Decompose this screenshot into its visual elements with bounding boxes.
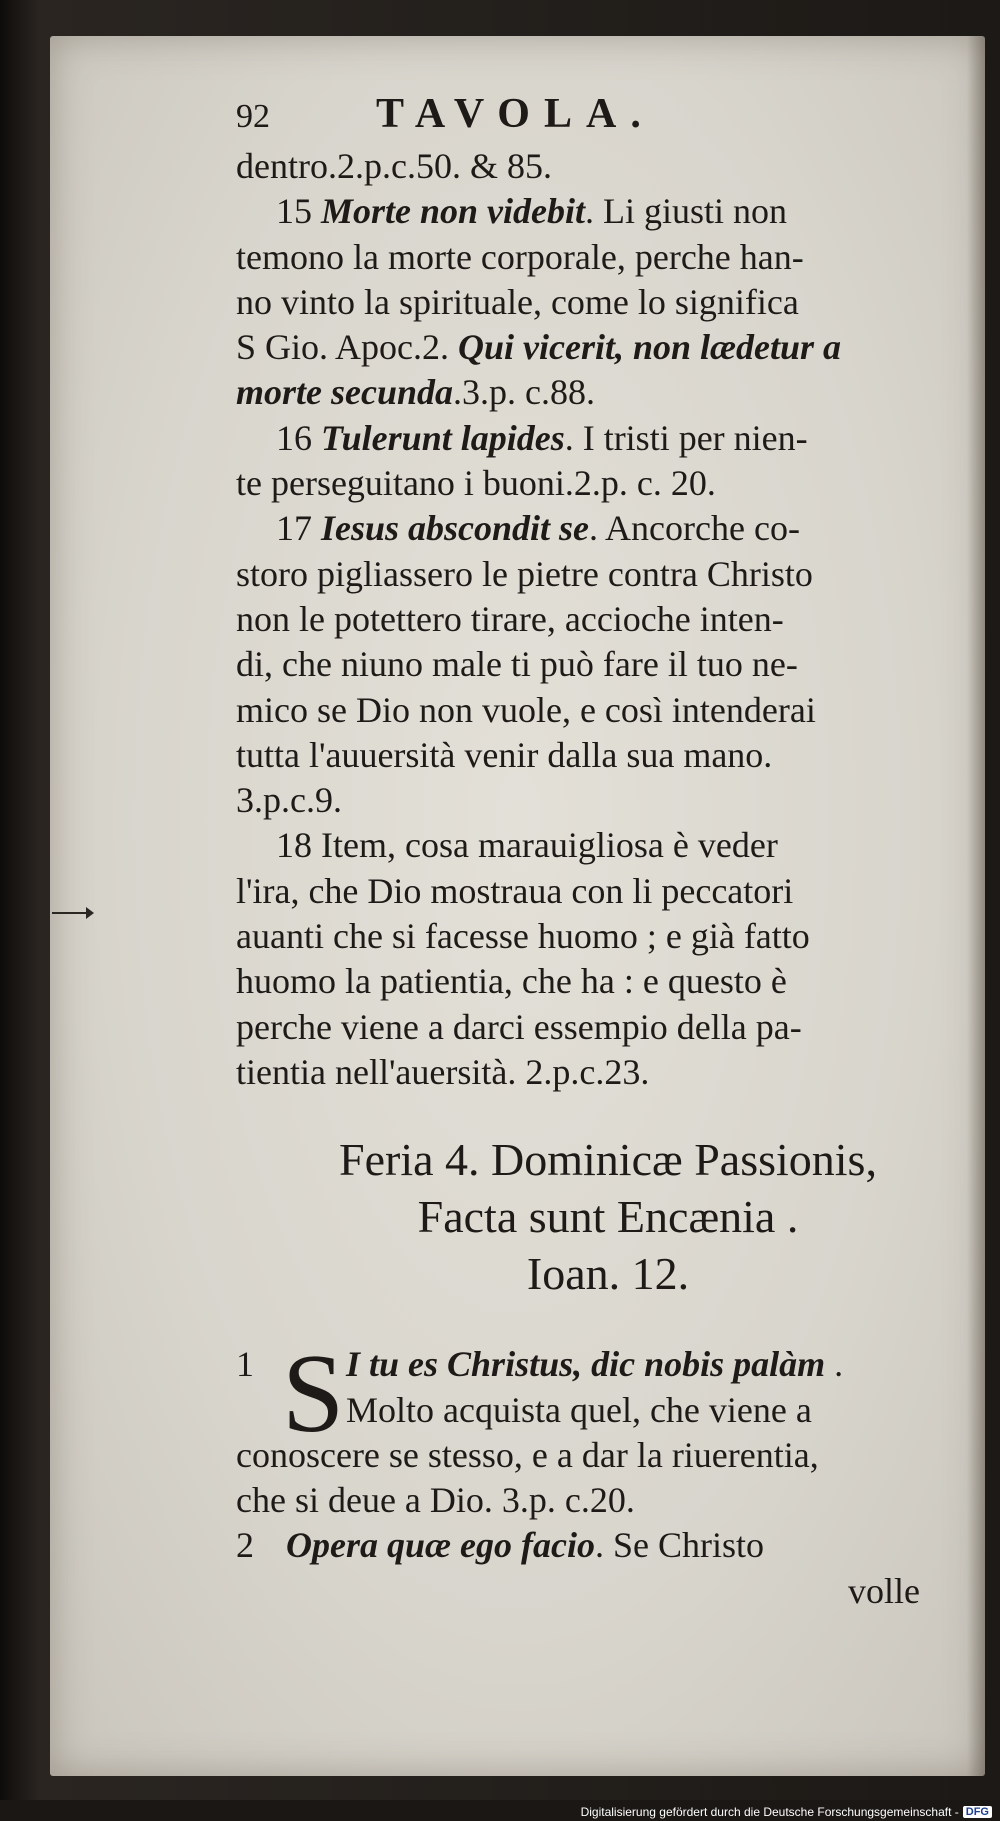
entry-number: 1 (236, 1344, 254, 1385)
entry-text: Item, cosa marauigliosa è veder (321, 825, 778, 866)
entry-number: 17 (276, 508, 321, 549)
entry-text: auanti che si facesse huomo ; e già fatto (236, 916, 810, 957)
entry-text-line: Molto acquista quel, che viene a (346, 1389, 812, 1430)
entry-text: 3.p.c.9. (236, 780, 342, 821)
credit-text: Digitalisierung gefördert durch die Deutsche Forschungsgemeinschaft - (580, 1805, 959, 1819)
text-line (236, 461, 980, 506)
section-entry-1 (236, 1332, 980, 1523)
entry-text: te perseguitano i buoni.2.p. c. 20. (236, 463, 716, 504)
entry-text-line: conoscere se stesso, e a dar la riuerentia, (236, 1434, 819, 1475)
text-line (236, 144, 980, 189)
entry-citation: Iesus abscondit se (321, 508, 590, 549)
section-title-line-3: Ioan. 12. (526, 1248, 690, 1300)
text-line (236, 1005, 980, 1050)
entry-text: . Ancorche co- (589, 508, 800, 549)
text-line (236, 506, 980, 551)
running-header (236, 92, 980, 144)
entry-number: 16 (276, 417, 321, 458)
entry-text: .3.p. c.88. (453, 372, 595, 413)
entry-text: tutta l'auuersità venir dalla sua mano. (236, 734, 773, 775)
entry-citation: Qui vicerit, non lædetur a (458, 327, 842, 368)
entry-number: 15 (276, 191, 321, 232)
entry-number: 2 (236, 1525, 254, 1566)
catchword: volle (848, 1570, 920, 1611)
entry-text: dentro.2.p.c.50. & 85. (236, 146, 552, 186)
text-line (236, 914, 980, 959)
text-line (236, 235, 980, 280)
entry-text: S Gio. Apoc.2. (236, 327, 459, 368)
text-line (236, 280, 980, 325)
entry-text: mico se Dio non vuole, e così intenderai (236, 689, 816, 730)
text-line (236, 370, 980, 415)
text-line (236, 325, 980, 370)
dfg-logo: DFG (963, 1806, 992, 1818)
text-line (236, 597, 980, 642)
text-line (236, 823, 980, 868)
entry-text: . Se Christo (594, 1525, 764, 1566)
margin-pointer-mark (52, 912, 92, 914)
entry-text: . I tristi per nien- (564, 417, 808, 458)
text-line (236, 189, 980, 234)
section-title-line-1: Feria 4. Dominicæ Passionis, (339, 1134, 877, 1186)
entry-text-line: che si deue a Dio. 3.p. c.20. (236, 1480, 635, 1521)
entry-lines (236, 144, 980, 1095)
entry-citation: morte secunda (236, 372, 454, 413)
entry-number: 18 (276, 825, 321, 866)
entry-citation: Opera quæ ego facio (286, 1525, 595, 1566)
drop-cap-initial: S (282, 1332, 345, 1457)
entry-text: temono la morte corporale, perche han- (236, 236, 804, 277)
entry-text: no vinto la spirituale, come lo significa (236, 281, 799, 322)
entry-citation: Tulerunt lapides (321, 417, 565, 458)
section-title-line-2: Facta sunt Encænia . (417, 1191, 799, 1243)
entry-text: l'ira, che Dio mostraua con li peccatori (236, 870, 794, 911)
text-line (236, 733, 980, 778)
text-line (236, 869, 980, 914)
text-line (236, 552, 980, 597)
entry-text: . (825, 1344, 844, 1385)
text-line (236, 416, 980, 461)
text-line (236, 642, 980, 687)
entry-text: non le potettero tirare, accioche inten- (236, 598, 784, 639)
section-entry-2 (236, 1523, 980, 1568)
text-line (236, 959, 980, 1004)
text-line (236, 1050, 980, 1095)
page-number: 92 (236, 98, 270, 135)
entry-text: di, che niuno male ti può fare il tuo ne- (236, 644, 798, 685)
running-title: TAVOLA. (376, 91, 655, 137)
text-line (236, 688, 980, 733)
section-heading (236, 1131, 980, 1302)
entry-citation: Morte non videbit (321, 191, 586, 232)
entry-citation: I tu es Christus, dic nobis palàm (346, 1344, 826, 1385)
entry-text: storo pigliassero le pietre contra Christo (236, 553, 813, 594)
digitization-credit (581, 1805, 992, 1819)
entry-text: perche viene a darci essempio della pa- (236, 1006, 802, 1047)
entry-text: huomo la patientia, che ha : e questo è (236, 961, 787, 1002)
page-text (236, 92, 980, 1614)
entry-text: tientia nell'auersità. 2.p.c.23. (236, 1051, 650, 1092)
text-line (236, 778, 980, 823)
entry-text: . Li giusti non (585, 191, 788, 232)
